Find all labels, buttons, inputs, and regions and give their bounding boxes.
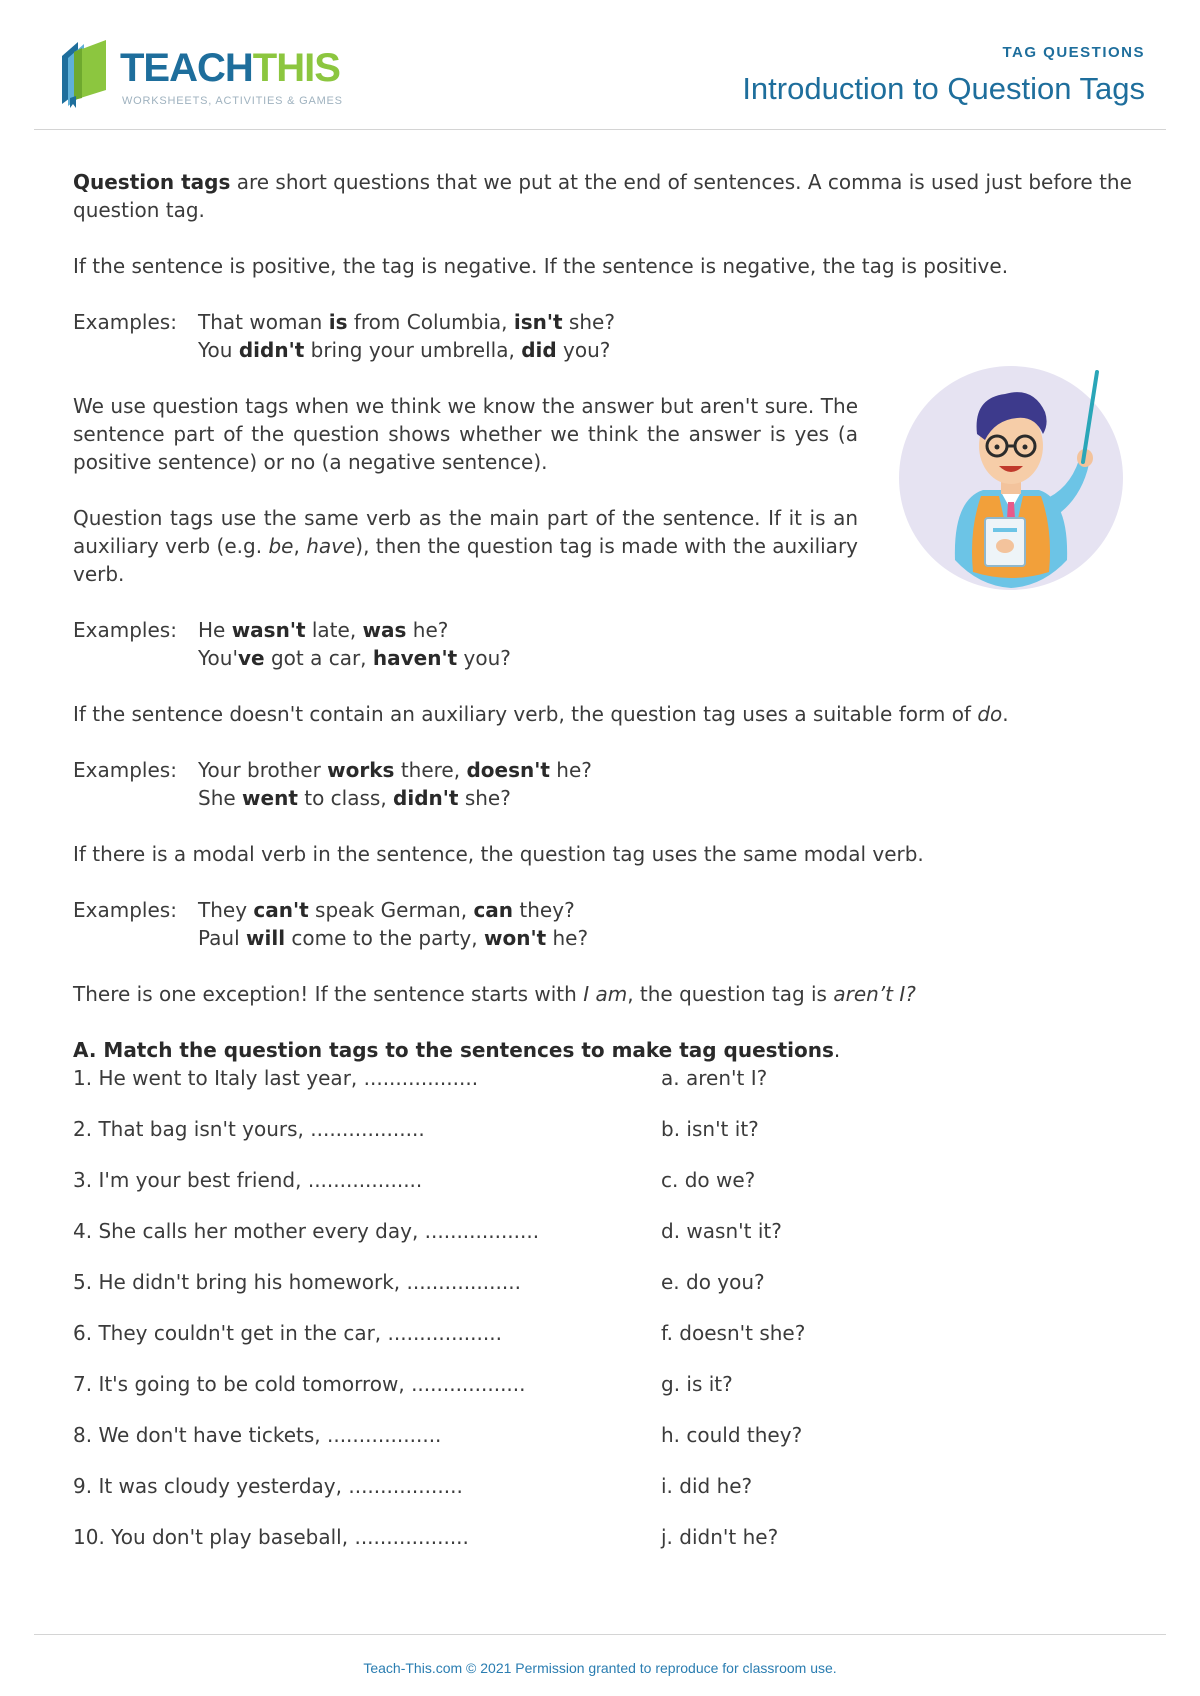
exercise-row: [73, 1319, 1153, 1370]
footer-copyright: Teach-This.com © 2021 Permission granted to reproduce for classroom use.: [363, 1660, 837, 1676]
example-row: You've got a car, haven't you?: [198, 646, 511, 670]
tag-option: f. doesn't she?: [661, 1321, 806, 1345]
tag-option: d. wasn't it?: [661, 1219, 782, 1243]
example-row: She went to class, didn't she?: [198, 786, 511, 810]
examples-block-2: [73, 616, 1153, 672]
example-row: Examples: They can't speak German, can they?: [73, 898, 575, 922]
footer-divider: [34, 1634, 1166, 1635]
example-row: Examples: Your brother works there, doesn't he?: [73, 758, 592, 782]
sentence-item: 3. I'm your best friend, ..................: [73, 1168, 423, 1192]
matching-exercise: [73, 1064, 1153, 1574]
exercise-row: [73, 1472, 1153, 1523]
tag-option: b. isn't it?: [661, 1117, 759, 1141]
example-row: Examples: That woman is from Columbia, isn't she?: [73, 310, 615, 334]
tag-option: i. did he?: [661, 1474, 753, 1498]
sentence-item: 7. It's going to be cold tomorrow, ..................: [73, 1372, 526, 1396]
worksheet-header: [742, 44, 1145, 107]
exercise-row: [73, 1523, 1153, 1574]
sentence-item: 1. He went to Italy last year, ..................: [73, 1066, 479, 1090]
sentence-item: 8. We don't have tickets, ..................: [73, 1423, 442, 1447]
exercise-row: [73, 1115, 1153, 1166]
exercise-row: [73, 1268, 1153, 1319]
header-divider: [34, 129, 1166, 130]
tag-option: c. do we?: [661, 1168, 756, 1192]
tag-option: j. didn't he?: [661, 1525, 779, 1549]
sentence-item: 6. They couldn't get in the car, ..................: [73, 1321, 502, 1345]
tag-option: a. aren't I?: [661, 1066, 768, 1090]
example-row: Paul will come to the party, won't he?: [198, 926, 589, 950]
page-title: Introduction to Question Tags: [742, 71, 1145, 106]
header-kicker: TAG QUESTIONS: [1002, 44, 1145, 61]
exercise-row: [73, 1421, 1153, 1472]
auxiliary-paragraph: Question tags use the same verb as the main part of the sentence. If it is an auxiliary verb (e.g. be, have), then the question tag is made with the auxiliary verb.: [73, 506, 859, 586]
example-row: You didn't bring your umbrella, did you?: [198, 338, 611, 362]
exercise-row: [73, 1064, 1153, 1115]
examples-block-3: [73, 756, 1153, 812]
examples-block-4: [73, 896, 1153, 952]
do-paragraph: If the sentence doesn't contain an auxiliary verb, the question tag uses a suitable form of do.: [73, 702, 1009, 726]
example-row: Examples: He wasn't late, was he?: [73, 618, 449, 642]
polarity-rule: If the sentence is positive, the tag is negative. If the sentence is negative, the tag is positive.: [73, 254, 1009, 278]
modal-paragraph: If there is a modal verb in the sentence, the question tag uses the same modal verb.: [73, 842, 924, 866]
sentence-item: 9. It was cloudy yesterday, ..................: [73, 1474, 463, 1498]
exercise-title: A. Match the question tags to the sentences to make tag questions.: [73, 1038, 841, 1062]
usage-paragraph: We use question tags when we think we know the answer but aren't sure. The sentence part of the question shows whether we think the answer is yes (a positive sentence) or no (a negative sentence).: [73, 394, 858, 474]
examples-label: Examples:: [73, 310, 177, 334]
intro-paragraph: Question tags are short questions that we put at the end of sentences. A comma is used just before the question tag.: [73, 170, 1132, 222]
sentence-item: 5. He didn't bring his homework, ..................: [73, 1270, 521, 1294]
tag-option: e. do you?: [661, 1270, 765, 1294]
brand-name: TEACHTHIS: [120, 46, 340, 90]
brand-tagline: WORKSHEETS, ACTIVITIES & GAMES: [122, 95, 343, 107]
exercise-row: [73, 1217, 1153, 1268]
brand-logo: [56, 38, 356, 112]
teacher-illustration: [893, 350, 1129, 590]
sentence-item: 2. That bag isn't yours, ..................: [73, 1117, 425, 1141]
tag-option: g. is it?: [661, 1372, 733, 1396]
tag-option: h. could they?: [661, 1423, 803, 1447]
sentence-item: 4. She calls her mother every day, ..................: [73, 1219, 540, 1243]
exception-paragraph: There is one exception! If the sentence starts with I am, the question tag is aren’t I?: [73, 982, 916, 1006]
exercise-row: [73, 1370, 1153, 1421]
sentence-item: 10. You don't play baseball, ..................: [73, 1525, 469, 1549]
exercise-row: [73, 1166, 1153, 1217]
book-logo-icon: [56, 38, 112, 108]
